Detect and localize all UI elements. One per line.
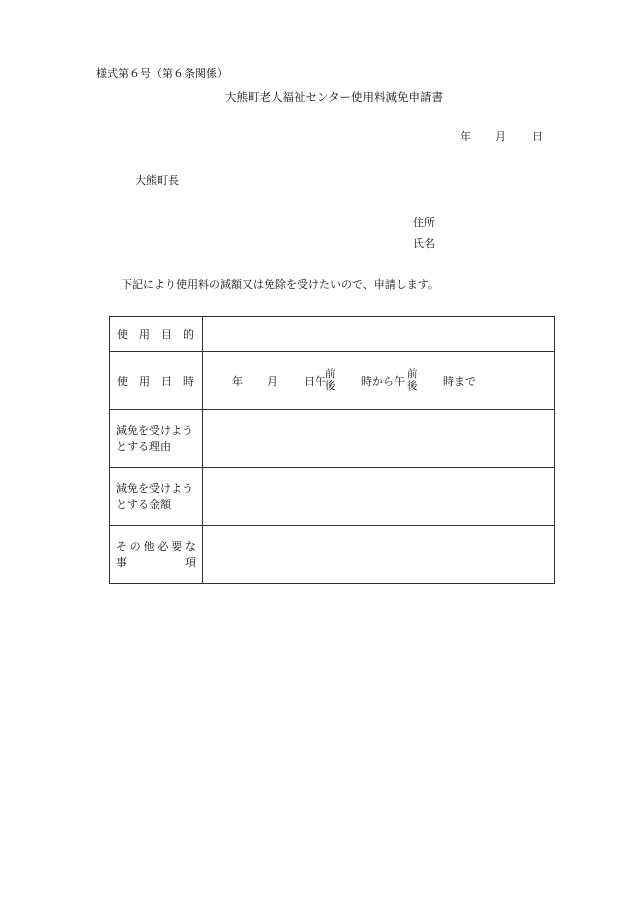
usage-date-label-char: 使 <box>117 374 128 388</box>
intro-text: 下記により使用料の減額又は免除を受けたいので、申請します。 <box>121 278 439 291</box>
other-label-char: の <box>129 539 141 553</box>
table-row-other <box>110 526 555 584</box>
purpose-label-char: 目 <box>161 328 172 341</box>
reason-label-cell <box>110 410 203 468</box>
applicant-name-label: 氏名 <box>413 237 435 250</box>
usage-date-label-char: 時 <box>183 374 194 388</box>
reason-label <box>110 423 202 455</box>
usage-month-label: 月 <box>267 374 278 388</box>
usage-date-label-char: 日 <box>161 374 172 388</box>
applicant-address-label: 住所 <box>413 216 435 229</box>
amount-value-cell[interactable] <box>203 468 555 526</box>
form-number: 様式第６号（第６条関係） <box>96 67 228 80</box>
form-title: 大熊町老人福祉センター使用料減免申請書 <box>225 90 444 104</box>
amount-label-line: 減免を受けよう <box>116 481 193 495</box>
amount-label-line: とする金額 <box>116 497 171 511</box>
table-row-purpose <box>110 317 555 352</box>
other-label-cell <box>110 526 203 584</box>
usage-day-label: 日午 <box>304 374 326 388</box>
usage-date-label-cell <box>110 352 203 410</box>
other-value-cell[interactable] <box>203 526 555 584</box>
usage-date-label <box>110 373 202 389</box>
purpose-label-char: 用 <box>139 328 150 341</box>
other-label-char: 必 <box>157 539 169 553</box>
purpose-value-cell[interactable] <box>203 317 555 352</box>
table-row-amount <box>110 468 555 526</box>
end-ampm-choice <box>407 368 418 392</box>
usage-year-label: 年 <box>232 374 243 388</box>
application-table <box>109 316 555 584</box>
other-label-char: そ <box>116 539 127 553</box>
purpose-label <box>110 326 202 342</box>
purpose-label-cell <box>110 317 203 352</box>
date-day-label: 日 <box>532 130 543 143</box>
from-label: 時から午 <box>361 374 405 388</box>
table-row-reason <box>110 410 555 468</box>
other-label-char: 要 <box>171 539 183 553</box>
date-month-label: 月 <box>495 130 506 143</box>
purpose-label-char: 使 <box>117 328 128 341</box>
end-am-label: 前 <box>407 367 418 380</box>
usage-date-label-char: 用 <box>139 374 150 388</box>
other-label-char: な <box>184 539 196 553</box>
other-label-char: 他 <box>143 539 155 553</box>
start-am-label: 前 <box>325 367 336 380</box>
reason-label-line: 減免を受けよう <box>116 423 193 437</box>
other-label-char: 事 <box>116 555 127 569</box>
usage-date-line <box>203 366 554 396</box>
reason-label-line: とする理由 <box>116 439 171 453</box>
other-label-char: 項 <box>185 555 196 569</box>
start-pm-label: 後 <box>325 379 336 392</box>
until-label: 時まで <box>443 374 476 388</box>
date-year-label: 年 <box>460 130 471 143</box>
table-row-usage-date <box>110 352 555 410</box>
usage-date-value-cell[interactable] <box>203 352 555 410</box>
amount-label <box>110 481 202 513</box>
addressee: 大熊町長 <box>135 174 179 187</box>
other-label-line <box>116 555 196 571</box>
purpose-label-char: 的 <box>183 328 194 341</box>
other-label <box>110 539 202 571</box>
amount-label-cell <box>110 468 203 526</box>
other-label-line <box>116 539 196 555</box>
start-ampm-choice <box>325 368 336 392</box>
end-pm-label: 後 <box>407 379 418 392</box>
reason-value-cell[interactable] <box>203 410 555 468</box>
